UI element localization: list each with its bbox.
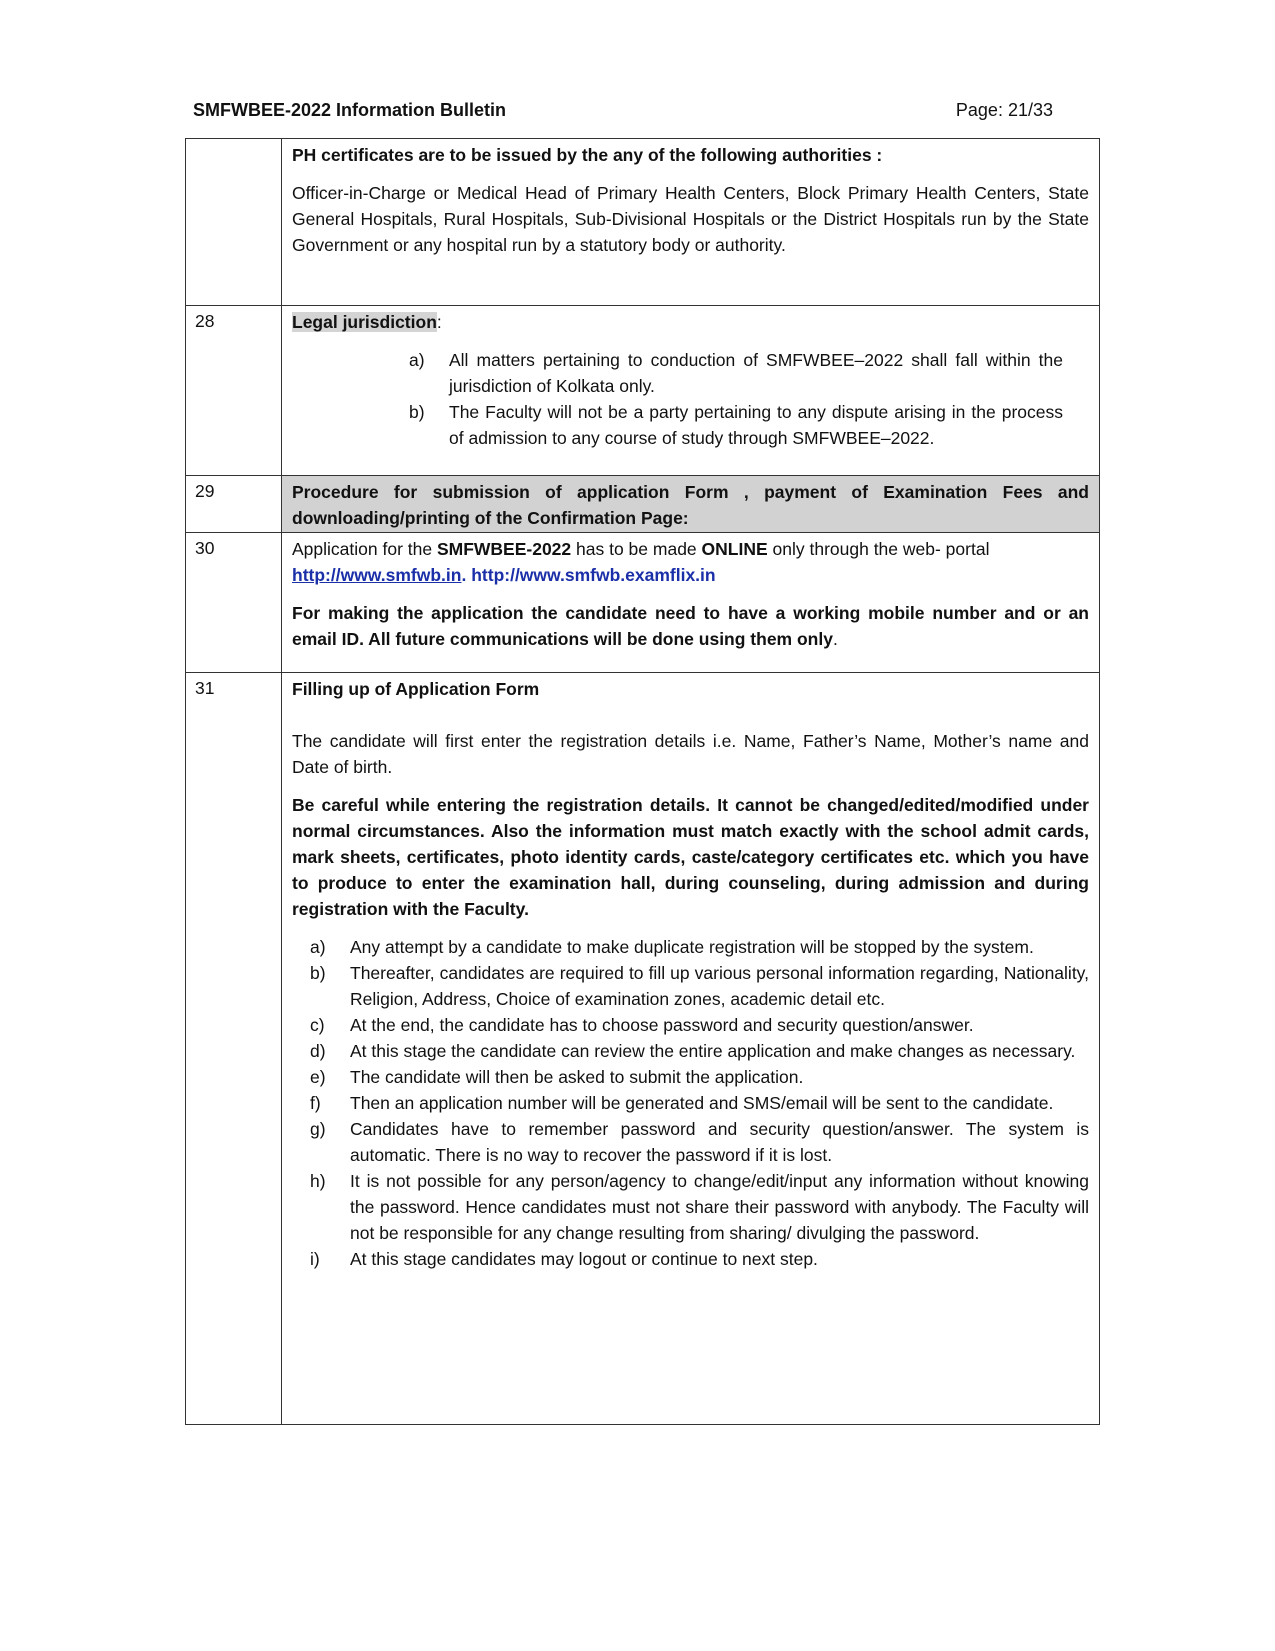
online-application-text [292, 536, 1089, 588]
list-item-text: At this stage candidates may logout or continue to next step. [350, 1249, 818, 1269]
list-marker: a) [310, 937, 326, 957]
list-marker: e) [310, 1067, 326, 1087]
row-number-cell: 31 [186, 673, 282, 1425]
page-header [193, 100, 1053, 126]
row-number-cell [186, 139, 282, 306]
list-item-text: The Faculty will not be a party pertaining to any dispute arising in the process of admission to any course of study through SMFWBEE–2022. [449, 402, 1063, 448]
row-content-cell [282, 533, 1100, 673]
link-separator: . [461, 565, 472, 585]
list-marker: b) [409, 402, 425, 422]
list-item [310, 960, 1089, 1012]
list-item [310, 1090, 1089, 1116]
document-title: SMFWBEE-2022 Information Bulletin [193, 100, 507, 120]
list-marker: b) [310, 963, 326, 983]
list-marker: d) [310, 1041, 326, 1061]
examflix-portal-link[interactable]: http://www.smfwb.examflix.in [471, 565, 716, 585]
list-item-text: The candidate will then be asked to submit the application. [350, 1067, 804, 1087]
list-item-text: All matters pertaining to conduction of SMFWBEE–2022 shall fall within the jurisdiction of Kolkata only. [449, 350, 1063, 396]
table-row [186, 306, 1100, 476]
list-marker: g) [310, 1119, 326, 1139]
list-item [310, 1168, 1089, 1246]
legal-jurisdiction-list [409, 347, 1063, 451]
table-row [186, 533, 1100, 673]
list-item [409, 399, 1063, 451]
list-item-text: Thereafter, candidates are required to fill up various personal information regarding, Nationality, Religion, Address, Choice of examination zones, academic detail etc. [350, 963, 1089, 1009]
list-marker: f) [310, 1093, 321, 1113]
legal-jurisdiction-heading-line [292, 309, 1089, 335]
list-item-text: Any attempt by a candidate to make duplicate registration will be stopped by the system. [350, 937, 1034, 957]
list-marker: c) [310, 1015, 325, 1035]
heading-colon: : [436, 312, 442, 332]
list-item [310, 1038, 1089, 1064]
text-run: . [832, 629, 838, 649]
list-item [310, 1246, 1089, 1272]
list-item-text: It is not possible for any person/agency to change/edit/input any information without knowing the password. Hence candidates must not share their password with anybody. The Faculty will not be responsible for any change resulting from sharing/ divulging the password. [350, 1171, 1089, 1243]
filling-steps-list [310, 934, 1089, 1272]
list-item-text: At the end, the candidate has to choose password and security question/answer. [350, 1015, 974, 1035]
smfwb-portal-link[interactable]: http://www.smfwb.in [292, 565, 462, 585]
list-item [310, 1116, 1089, 1168]
list-item-text: Then an application number will be generated and SMS/email will be sent to the candidate. [350, 1093, 1054, 1113]
list-marker: a) [409, 350, 425, 370]
registration-details-text: The candidate will first enter the registration details i.e. Name, Father’s Name, Mother’s name and Date of birth. [292, 731, 1089, 777]
ph-certificates-heading: PH certificates are to be issued by the any of the following authorities : [292, 145, 883, 165]
contact-requirement-text [292, 600, 1089, 652]
legal-jurisdiction-heading: Legal jurisdiction [292, 312, 437, 332]
registration-warning-text: Be careful while entering the registration details. It cannot be changed/edited/modified under normal circumstances. Also the information must match exactly with the school admit cards, mark sheets, certificates, photo identity cards, caste/category certificates etc. which you have to produce to enter the examination hall, during counseling, during admission and during registration with the Faculty. [292, 795, 1089, 919]
row-number-cell: 28 [186, 306, 282, 476]
row-content-cell [282, 139, 1100, 306]
text-run: only through the web- portal [767, 539, 990, 559]
list-item-text: Candidates have to remember password and security question/answer. The system is automatic. There is no way to recover the password if it is lost. [350, 1119, 1089, 1165]
filling-form-heading: Filling up of Application Form [292, 679, 540, 699]
ph-certificates-body: Officer-in-Charge or Medical Head of Primary Health Centers, Block Primary Health Centers, State General Hospitals, Rural Hospitals, Sub-Divisional Hospitals or the District Hospitals run by the State Government or any hospital run by a statutory body or authority. [292, 183, 1089, 255]
procedure-heading: Procedure for submission of application Form , payment of Examination Fees and downloading/printing of the Confirmation Page: [292, 482, 1089, 528]
text-run: has to be made [571, 539, 702, 559]
exam-name: SMFWBEE-2022 [436, 539, 572, 559]
row-number-cell: 30 [186, 533, 282, 673]
table-row [186, 139, 1100, 306]
list-item [310, 1012, 1089, 1038]
online-emphasis: ONLINE [701, 539, 768, 559]
list-marker: i) [310, 1249, 320, 1269]
information-table [185, 138, 1100, 1425]
table-row [186, 476, 1100, 533]
table-row [186, 673, 1100, 1425]
row-content-cell [282, 673, 1100, 1425]
list-item [310, 1064, 1089, 1090]
list-item [409, 347, 1063, 399]
list-item-text: At this stage the candidate can review the entire application and make changes as necessary. [350, 1041, 1076, 1061]
contact-requirement-bold: For making the application the candidate need to have a working mobile number and or an email ID. All future communications will be done using them only [292, 603, 1089, 649]
row-content-cell [282, 476, 1100, 533]
row-content-cell [282, 306, 1100, 476]
page-number: Page: 21/33 [955, 100, 1053, 120]
row-number-cell: 29 [186, 476, 282, 533]
list-marker: h) [310, 1171, 326, 1191]
list-item [310, 934, 1089, 960]
text-run: Application for the [292, 539, 437, 559]
